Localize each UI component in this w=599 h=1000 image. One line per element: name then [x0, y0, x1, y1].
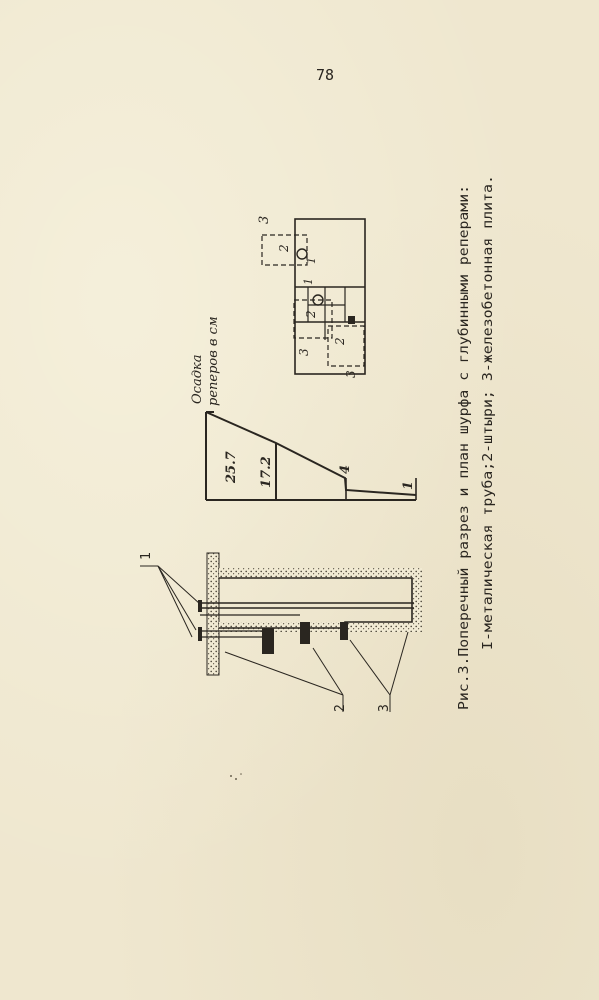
leader-1c [158, 566, 192, 637]
plan-label-mid-1: 1 [302, 278, 315, 285]
leader-2a [225, 652, 343, 695]
plan-label-mid-3: 3 [297, 348, 311, 356]
chart-value-25: 25.7 [224, 451, 239, 483]
plan-view [257, 216, 365, 378]
plan-label-low-2: 2 [333, 337, 347, 345]
chart-value-17: 17.2 [259, 456, 274, 488]
pin-marker-b [198, 627, 202, 641]
plan-label-mid-2: 2 [304, 310, 318, 318]
plan-slab-mid [294, 300, 332, 338]
settlement-chart [190, 316, 416, 500]
chart-title-1: Осадка [190, 354, 205, 404]
figure-caption [456, 175, 496, 710]
caption-line-2: I-металическая труба;2-штыри; 3-железобетонная плита. [480, 219, 496, 650]
slab-2 [300, 622, 310, 644]
plan-slab-low [328, 326, 364, 366]
label-pipe-1: 1 [139, 552, 154, 560]
plan-label-top-2: 2 [277, 244, 291, 252]
page-number: 78 [315, 66, 335, 84]
leader-1b [158, 566, 196, 630]
label-slab-3: 3 [377, 704, 392, 712]
plan-pin-marker [348, 316, 355, 324]
leader-3a [350, 640, 390, 695]
slab-3 [340, 622, 348, 640]
chart-label-4: 4 [338, 464, 353, 474]
plan-label-top-3: 3 [257, 215, 272, 224]
soil-wall-top [219, 568, 419, 578]
chart-label-1: 1 [401, 480, 416, 490]
plan-label-low-3: 3 [344, 370, 358, 378]
leader-3b [390, 632, 408, 695]
soil-pit-bottom [207, 553, 219, 675]
slab-1 [262, 628, 274, 654]
speck-c [240, 773, 242, 775]
plan-label-top-1: 1 [305, 257, 318, 264]
label-pins-2: 2 [333, 704, 348, 712]
leader-1a [158, 566, 200, 604]
speck-a [230, 775, 232, 777]
chart-title-2: реперов в см [206, 316, 221, 406]
cross-section [139, 552, 422, 712]
leader-2b [313, 648, 343, 695]
caption-line-1: Рис.3.Поперечный разрез и план шурфа с глубинными реперами: [456, 230, 472, 710]
speck-b [235, 778, 237, 780]
soil-wall-end [412, 568, 422, 632]
pin-marker-a [198, 600, 202, 612]
